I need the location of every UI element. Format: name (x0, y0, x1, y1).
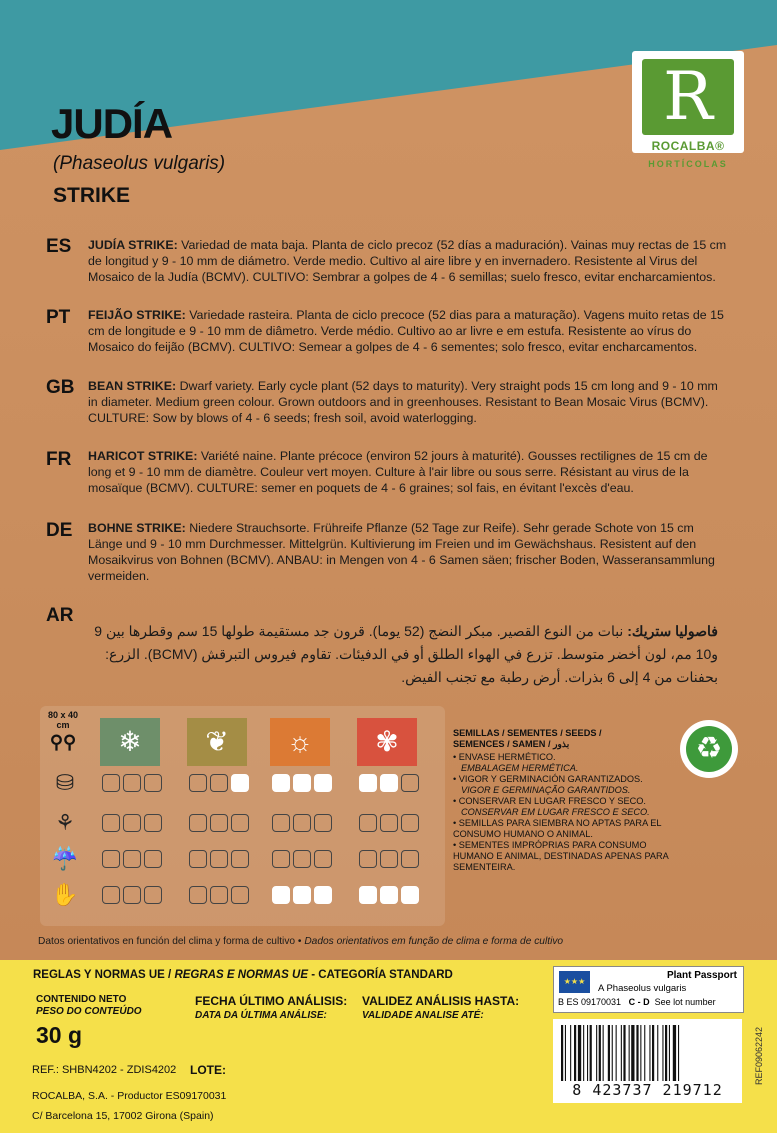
net-content-label: CONTENIDO NETO (36, 994, 127, 1005)
sun-icon: ☼ (270, 718, 330, 766)
month-cell (144, 850, 162, 868)
lang-code-fr: FR (46, 449, 72, 470)
month-cell (293, 886, 311, 904)
text-fr: Variété naine. Plante précoce (environ 52 jours à maturité). Gousses rectilignes de 15 cm de long et 9 - 10 mm de diamètre. Couleur vert moyen. Culture à l'air libre ou sous serre. Résistant au virus de la mosaïque (BCMV). CULTURE: semer en poquets de 4 - 6 graines; sol fais, en évitant l'excès d'eau. (88, 449, 708, 495)
barcode-bar (669, 1025, 670, 1081)
month-cell (210, 850, 228, 868)
company: ROCALBA, S.A. - Productor ES09170031 (32, 1090, 227, 1102)
validity-label-pt: VALIDADE ANALISE ATÉ: (362, 1010, 484, 1021)
rules-pt: REGRAS E NORMAS UE (171, 969, 308, 981)
vertical-code: REF09062242 (754, 1026, 764, 1085)
month-cell (359, 774, 377, 792)
rules-line (33, 969, 453, 981)
rocalba-logo (628, 47, 748, 187)
passport-line (558, 997, 716, 1007)
month-cell (380, 850, 398, 868)
description-pt (88, 307, 728, 355)
month-cell (293, 814, 311, 832)
month-cell (293, 850, 311, 868)
text-es: Variedad de mata baja. Planta de ciclo precoz (52 días a maduración). Vainas muy rectas de 15 cm de longitud y 9 - 10 mm de diámetro. Verde medio. Cultivo al aire libre y en invernadero. Resistente al Virus del Mosaico de la Judía (BCMV). CULTIVO: Sembrar a golpes de 4 - 6 semillas; suelo fresco, evitar encharcamientos. (88, 238, 727, 284)
green-dot-icon: ♻ (686, 726, 732, 772)
text-de: Niedere Strauchsorte. Frühreife Pflanze (52 Tage zur Reife). Sehr gerade Schote von 15 cm Länge und 9 - 10 mm Durchmesser. Mittelgrün. Kultivierung im Freien und im Gewächshaus. Resistent auf den Mosaikvirus von Bohnen (BCMV). ANBAU: in Mengen von 4 - 6 Samen säen; frischer Boden, Wasseransammlung vermeiden. (88, 521, 715, 583)
description-ar (88, 620, 718, 689)
lead-es: JUDÍA STRIKE: (88, 238, 178, 252)
barcode-bar (587, 1025, 588, 1081)
barcode-bar (631, 1025, 634, 1081)
description-de (88, 520, 728, 584)
seeds-info (453, 728, 673, 873)
sowing-icon: ⛁ (55, 770, 75, 795)
latin-name: (Phaseolus vulgaris) (53, 153, 226, 174)
barcode-bar (616, 1025, 617, 1081)
spacing-value: 80 x 40 (48, 710, 79, 720)
month-cell (401, 850, 419, 868)
barcode-bar (673, 1025, 676, 1081)
month-cell (210, 886, 228, 904)
barcode-bar (621, 1025, 622, 1081)
month-cell (210, 814, 228, 832)
barcode-bar (657, 1025, 658, 1081)
disclaimer (38, 936, 563, 947)
month-cell (189, 774, 207, 792)
passport-cd: C - D (628, 997, 650, 1007)
month-cell (314, 850, 332, 868)
spacing-unit: cm (56, 720, 70, 730)
lang-code-de: DE (46, 520, 73, 541)
month-cell (231, 774, 249, 792)
month-cell (189, 814, 207, 832)
seed-item: • VIGOR Y GERMINACIÓN GARANTIZADOS. (453, 774, 643, 784)
month-cell (123, 886, 141, 904)
text-pt: Variedade rasteira. Planta de ciclo precoce (52 dias para a maturação). Vagens muito retas de 15 cm de longitude e 9 - 10 mm de diâmetro. Verde médio. Cultivo ao ar livre e em estufa. Resistente ao vírus do Mosaico do feijão (BCMV). CULTIVO: Semear a golpes de 4 - 6 sementes; solo fresco, evitar encharcamentos. (88, 308, 724, 354)
lead-fr: HARICOT STRIKE: (88, 449, 198, 463)
month-cell (231, 814, 249, 832)
description-gb (88, 378, 728, 426)
barcode-bar (578, 1025, 581, 1081)
plants-icon: ⚲⚲ (49, 732, 77, 752)
address: C/ Barcelona 15, 17002 Girona (Spain) (32, 1110, 214, 1122)
month-cell (380, 774, 398, 792)
description-fr (88, 448, 728, 496)
rules-es: REGLAS Y NORMAS UE / (33, 969, 172, 981)
barcode-bar (570, 1025, 571, 1081)
lead-de: BOHNE STRIKE: (88, 521, 186, 535)
month-cell (231, 850, 249, 868)
month-cell (359, 886, 377, 904)
barcode-bar (590, 1025, 592, 1081)
barcode-bars (561, 1025, 734, 1081)
month-cell (380, 886, 398, 904)
month-cell (401, 774, 419, 792)
logo-subtitle: HORTÍCOLAS (648, 159, 728, 169)
month-cell (102, 886, 120, 904)
barcode-bar (623, 1025, 625, 1081)
month-cell (401, 814, 419, 832)
reference: REF.: SHBN4202 - ZDIS4202 (32, 1064, 177, 1076)
barcode-bar (649, 1025, 650, 1081)
month-cell (102, 774, 120, 792)
barcode-bar (565, 1025, 566, 1081)
barcode-bar (652, 1025, 654, 1081)
seeds-heading-2: SEMENCES / SAMEN / بذور (453, 739, 570, 749)
month-cell (144, 814, 162, 832)
month-cell (314, 886, 332, 904)
passport-species: A Phaseolus vulgaris (598, 983, 687, 994)
text-gb: Dwarf variety. Early cycle plant (52 days to maturity). Very straight pods 15 cm long and 9 - 10 mm in diameter. Medium green colour. Grown outdoors and in greenhouses. Resistant to Bean Mosaic Virus (BCMV). CULTURE: Sow by blows of 4 - 6 seeds; fresh soil, avoid waterlogging. (88, 379, 718, 425)
barcode-bar (678, 1025, 679, 1081)
month-cell (144, 886, 162, 904)
month-cell (231, 886, 249, 904)
leaf-icon: ❦ (187, 718, 247, 766)
product-title: JUDÍA (51, 100, 173, 147)
month-cell (380, 814, 398, 832)
disclaimer-pt: Dados orientativos em função de clima e forma de cultivo (301, 936, 564, 947)
passport-title: Plant Passport (666, 970, 737, 981)
month-cell (189, 886, 207, 904)
lang-code-pt: PT (46, 307, 71, 328)
barcode-bar (599, 1025, 601, 1081)
lead-ar: فاصوليا ستريك: (627, 623, 718, 639)
logo-name: ROCALBA® (651, 139, 725, 153)
month-cell (314, 814, 332, 832)
eu-flag-icon: ★★★ (559, 971, 590, 993)
seed-item: • SEMENTES IMPRÓPRIAS PARA CONSUMO HUMANO E ANIMAL, DESTINADAS APENAS PARA SEMENTEIRA. (453, 840, 669, 872)
disclaimer-es: Datos orientativos en función del clima y forma de cultivo • (38, 936, 302, 947)
net-content-value: 30 g (36, 1022, 83, 1048)
snowflake-icon: ❄ (100, 718, 160, 766)
barcode-bar (662, 1025, 663, 1081)
description-es (88, 237, 728, 285)
barcode-bar (644, 1025, 645, 1081)
month-cell (102, 814, 120, 832)
month-cell (189, 850, 207, 868)
month-cell (272, 814, 290, 832)
green-dot-logo (680, 720, 738, 778)
month-cell (293, 774, 311, 792)
barcode (553, 1019, 742, 1103)
maple-leaf-icon: ✾ (357, 718, 417, 766)
variety-name: STRIKE (53, 184, 131, 207)
seed-item: • ENVASE HERMÉTICO. (453, 752, 556, 762)
month-cell (102, 850, 120, 868)
barcode-bar (629, 1025, 630, 1081)
rules-category: - CATEGORÍA STANDARD (308, 969, 453, 981)
seed-item: • CONSERVAR EN LUGAR FRESCO Y SECO. (453, 796, 646, 806)
barcode-bar (603, 1025, 604, 1081)
month-cell (123, 814, 141, 832)
text-ar: نبات من النوع القصير. مبكر النضج (52 يوما). قرون جد مستقيمة طولها 15 سم وقطرها بين 9 و10 مم، لون أخضر متوسط. تزرع في الهواء الطلق أو في الدفيئات. تقاوم فيروس التبرقش (BCMV). الزرع: بحفنات من 4 إلى 6 بذرات. أرض رطبة مع تجنب الفيض. (94, 623, 718, 685)
barcode-bar (608, 1025, 610, 1081)
barcode-bar (665, 1025, 667, 1081)
month-cell (123, 850, 141, 868)
barcode-bar (583, 1025, 584, 1081)
month-cell (401, 886, 419, 904)
barcode-bar (561, 1025, 563, 1081)
seed-item-alt: CONSERVAR EM LUGAR FRESCO E SECO. (461, 807, 650, 817)
month-cell (272, 850, 290, 868)
month-cell (123, 774, 141, 792)
lang-code-es: ES (46, 236, 72, 257)
harvest-icon: ✋ (51, 882, 79, 907)
month-cell (210, 774, 228, 792)
net-content-label-pt: PESO DO CONTEÚDO (36, 1006, 142, 1017)
passport-b: B ES 09170031 (558, 997, 622, 1007)
barcode-bar (640, 1025, 641, 1081)
barcode-bar (612, 1025, 613, 1081)
barcode-digits: 8 423737 219712 (572, 1081, 723, 1099)
seed-items (453, 752, 673, 873)
month-cell (144, 774, 162, 792)
lead-gb: BEAN STRIKE: (88, 379, 177, 393)
barcode-bar (636, 1025, 638, 1081)
lot-label: LOTE: (190, 1063, 226, 1077)
lang-code-ar: AR (46, 605, 74, 626)
barcode-bar (574, 1025, 576, 1081)
plant-spacing (48, 710, 78, 754)
transplant-icon: ⚘ (55, 810, 75, 835)
analysis-date-label-pt: DATA DA ÚLTIMA ANÁLISE: (195, 1010, 327, 1021)
watering-icon: ☔ (51, 846, 79, 871)
month-cell (272, 774, 290, 792)
lang-code-gb: GB (46, 377, 75, 398)
logo-box (632, 51, 744, 153)
barcode-bar (596, 1025, 597, 1081)
seed-item-alt: EMBALAGEM HERMÉTICA. (461, 763, 579, 773)
month-cell (359, 850, 377, 868)
month-cell (359, 814, 377, 832)
validity-label: VALIDEZ ANÁLISIS HASTA: (362, 994, 520, 1008)
seed-item-alt: VIGOR E GERMINAÇÃO GARANTIDOS. (461, 785, 631, 795)
passport-lot: See lot number (654, 997, 716, 1007)
analysis-date-label: FECHA ÚLTIMO ANÁLISIS: (195, 994, 348, 1008)
seed-item: • SEMILLAS PARA SIEMBRA NO APTAS PARA EL CONSUMO HUMANO O ANIMAL. (453, 818, 662, 839)
plant-passport (553, 966, 744, 1013)
seeds-heading: SEMILLAS / SEMENTES / SEEDS / (453, 728, 602, 738)
lead-pt: FEIJÃO STRIKE: (88, 308, 186, 322)
logo-mark: R (642, 59, 734, 135)
month-cell (314, 774, 332, 792)
month-cell (272, 886, 290, 904)
